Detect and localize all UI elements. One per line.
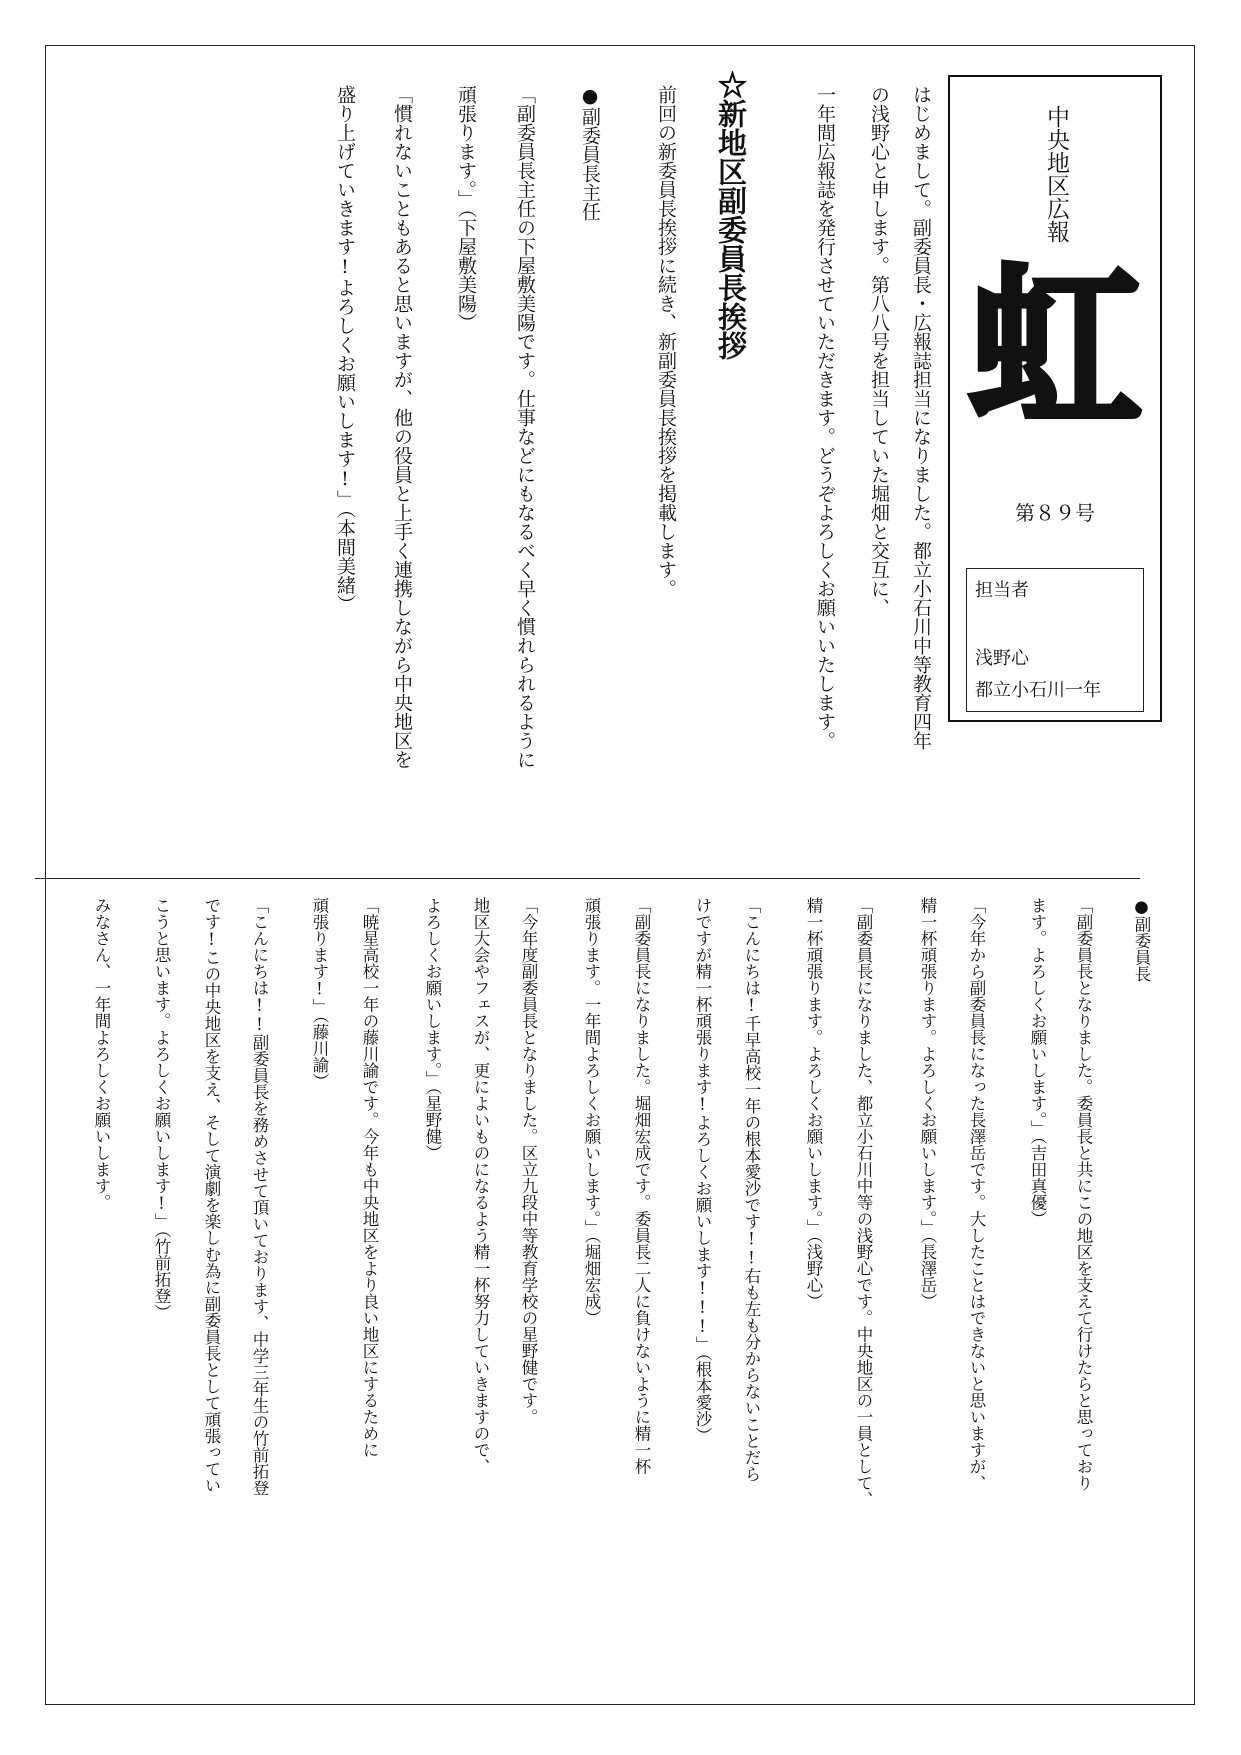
message-line: 「こんにちは!千早高校一年の根本愛沙です!!右も左も分からないことだら bbox=[742, 897, 761, 1482]
message-line: 「副委員長となりました。委員長と共にこの地区を支えて行けたらと思っており bbox=[1074, 897, 1093, 1491]
intro-line: はじめまして。副委員長・広報誌担当になりました。都立小石川中等教育四年 bbox=[910, 85, 932, 750]
message-line: ます。よろしくお願いします。」（吉田真優） bbox=[1028, 897, 1047, 1227]
message-line: 「今年度副委員長となりました。区立九段中等教育学校の星野健です。 bbox=[519, 897, 538, 1425]
section-lead: 前回の新委員長挨拶に続き、新副委員長挨拶を掲載します。 bbox=[655, 85, 677, 598]
message-line: 「暁星高校一年の藤川諭です。今年も中央地区をより良い地区にするために bbox=[360, 897, 379, 1458]
section-divider bbox=[35, 878, 1140, 879]
staff-name: 浅野心 bbox=[975, 648, 1029, 669]
message-line: です!この中央地区を支え、そして演劇を楽しむ為に副委員長として頑張ってい bbox=[202, 897, 221, 1494]
message-line: けですが精一杯頑張ります!よろしくお願いします!!!」（根本愛沙） bbox=[693, 897, 712, 1444]
message-line: よろしくお願いします。」（星野健） bbox=[423, 897, 442, 1161]
message-line: 精一杯頑張ります。よろしくお願いします。」（長澤岳） bbox=[918, 897, 937, 1310]
message-line: 盛り上げていきます!よろしくお願いします!」（本間美緒） bbox=[334, 85, 356, 614]
newsletter-logo: 虹 bbox=[969, 246, 1141, 449]
message-line: 「副委員長主任の下屋敷美陽です。仕事などにもなるべく早く慣れられるように bbox=[514, 85, 536, 769]
section-heading: ☆新地区副委員長挨拶 bbox=[714, 70, 748, 360]
intro-line: 一年間広報誌を発行させていただきます。どうぞよろしくお願いいたします。 bbox=[814, 85, 836, 750]
message-line: 「今年から副委員長になった長澤岳です。大したことはできないと思いますが、 bbox=[967, 897, 986, 1491]
newsletter-title: 中央地区広報 bbox=[1043, 105, 1069, 243]
staff-affiliation: 都立小石川一年 bbox=[975, 680, 1101, 701]
message-line: 「慣れないこともあると思いますが、他の役員と上手く連携しながら中央地区を bbox=[391, 85, 413, 769]
closing-line: みなさん、一年間よろしくお願いします。 bbox=[92, 897, 111, 1211]
message-line: 頑張ります!」（藤川諭） bbox=[310, 897, 329, 1090]
message-line: 「副委員長になりました、都立小石川中等の浅野心です。中央地区の一員として、 bbox=[854, 897, 873, 1508]
vice-chair-heading: ●副委員長 bbox=[1132, 897, 1151, 982]
chief-vice-chair-heading: ●副委員長主任 bbox=[579, 85, 601, 221]
message-line: こうと思います。よろしくお願いします!」（竹前拓登） bbox=[152, 897, 171, 1321]
issue-number: 第８９号 bbox=[1015, 501, 1095, 525]
message-line: 「副委員長になりました。堀畑宏成です。委員長二人に負けないように精一杯 bbox=[632, 897, 651, 1475]
staff-label: 担当者 bbox=[975, 580, 1029, 601]
message-line: 「こんにちは!!副委員長を務めさせて頂いております、中学三年生の竹前拓登 bbox=[250, 897, 269, 1496]
message-line: 地区大会やフェスが、更によいものになるよう精一杯努力していきますので、 bbox=[471, 897, 490, 1475]
message-line: 頑張ります。一年間よろしくお願いします。」（堀畑宏成） bbox=[582, 897, 601, 1326]
intro-line: の浅野心と申します。第八八号を担当していた堀畑と交互に、 bbox=[868, 85, 890, 617]
message-line: 精一杯頑張ります。よろしくお願いします。」（浅野心） bbox=[804, 897, 823, 1310]
message-line: 頑張ります。」（下屋敷美陽） bbox=[455, 85, 477, 332]
